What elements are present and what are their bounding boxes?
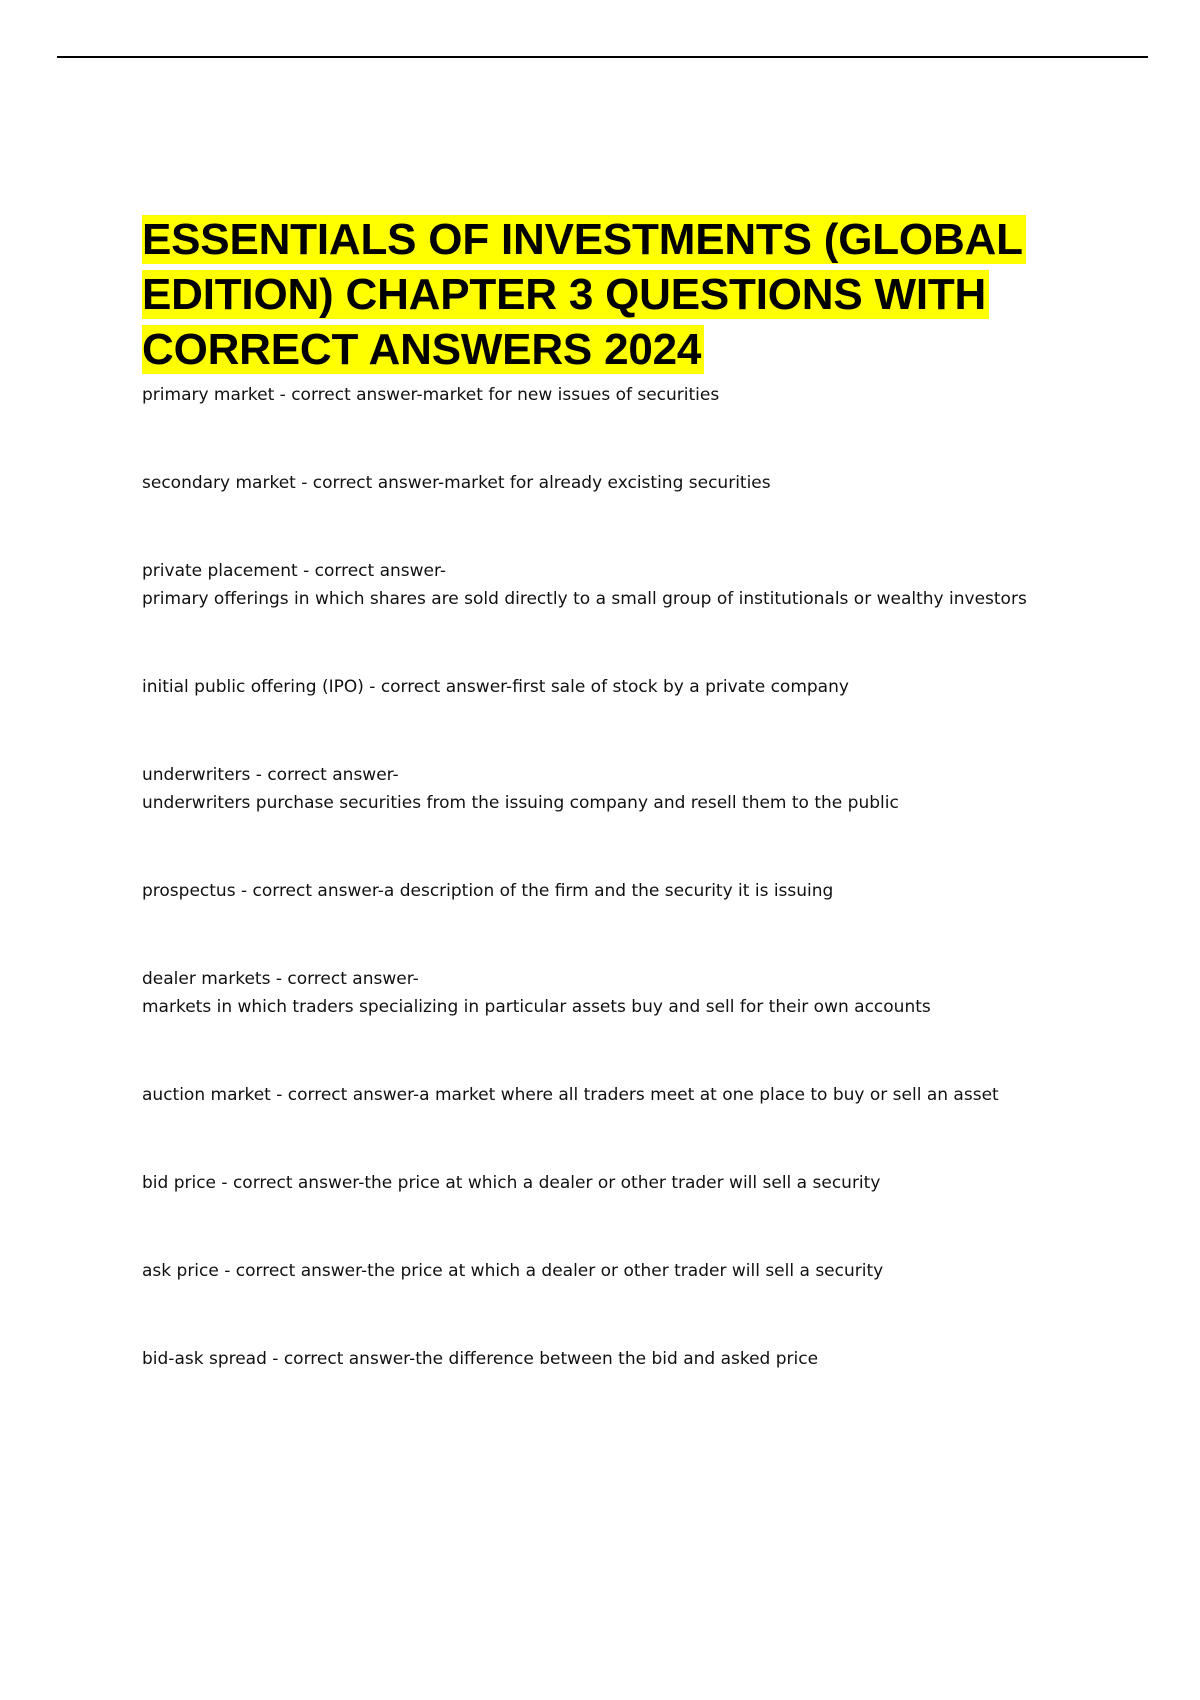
qa-definition: market for new issues of securities bbox=[422, 385, 720, 405]
qa-term: prospectus - correct answer- bbox=[142, 881, 384, 901]
qa-entry-underwriters bbox=[142, 761, 1082, 817]
qa-term: underwriters - correct answer- bbox=[142, 765, 399, 785]
qa-term: private placement - correct answer- bbox=[142, 561, 447, 581]
document-title-text: ESSENTIALS OF INVESTMENTS (GLOBAL EDITION) CHAPTER 3 QUESTIONS WITH CORRECT ANSWERS 2024 bbox=[142, 215, 1026, 374]
qa-term: bid price - correct answer- bbox=[142, 1173, 365, 1193]
qa-list bbox=[142, 381, 1082, 1373]
document-title bbox=[142, 212, 1082, 377]
qa-entry-dealer-markets bbox=[142, 965, 1082, 1021]
qa-term: dealer markets - correct answer- bbox=[142, 969, 419, 989]
qa-term: auction market - correct answer- bbox=[142, 1085, 420, 1105]
qa-entry-private-placement bbox=[142, 557, 1082, 613]
qa-definition: the price at which a dealer or other trader will sell a security bbox=[364, 1173, 881, 1193]
qa-definition: primary offerings in which shares are sold directly to a small group of institutionals or wealthy investors bbox=[142, 589, 1027, 609]
qa-entry-secondary-market bbox=[142, 469, 1082, 497]
qa-definition: markets in which traders specializing in particular assets buy and sell for their own accounts bbox=[142, 997, 931, 1017]
header-rule bbox=[57, 56, 1148, 58]
qa-entry-bid-price bbox=[142, 1169, 1082, 1197]
qa-entry-ipo bbox=[142, 673, 1082, 701]
qa-entry-ask-price bbox=[142, 1257, 1082, 1285]
qa-term: initial public offering (IPO) - correct answer- bbox=[142, 677, 513, 697]
qa-definition: the price at which a dealer or other trader will sell a security bbox=[367, 1261, 884, 1281]
qa-definition: a description of the firm and the security it is issuing bbox=[383, 881, 834, 901]
qa-term: primary market - correct answer- bbox=[142, 385, 423, 405]
qa-term: ask price - correct answer- bbox=[142, 1261, 368, 1281]
qa-definition: the difference between the bid and asked price bbox=[415, 1349, 819, 1369]
qa-entry-auction-market bbox=[142, 1081, 1082, 1109]
qa-entry-prospectus bbox=[142, 877, 1082, 905]
qa-definition: underwriters purchase securities from the issuing company and resell them to the public bbox=[142, 793, 899, 813]
qa-term: secondary market - correct answer- bbox=[142, 473, 445, 493]
document-content bbox=[142, 212, 1082, 1433]
qa-entry-primary-market bbox=[142, 381, 1082, 409]
qa-entry-bid-ask-spread bbox=[142, 1345, 1082, 1373]
qa-term: bid-ask spread - correct answer- bbox=[142, 1349, 416, 1369]
qa-definition: market for already excisting securities bbox=[444, 473, 771, 493]
qa-definition: first sale of stock by a private company bbox=[512, 677, 849, 697]
qa-definition: a market where all traders meet at one place to buy or sell an asset bbox=[419, 1085, 999, 1105]
